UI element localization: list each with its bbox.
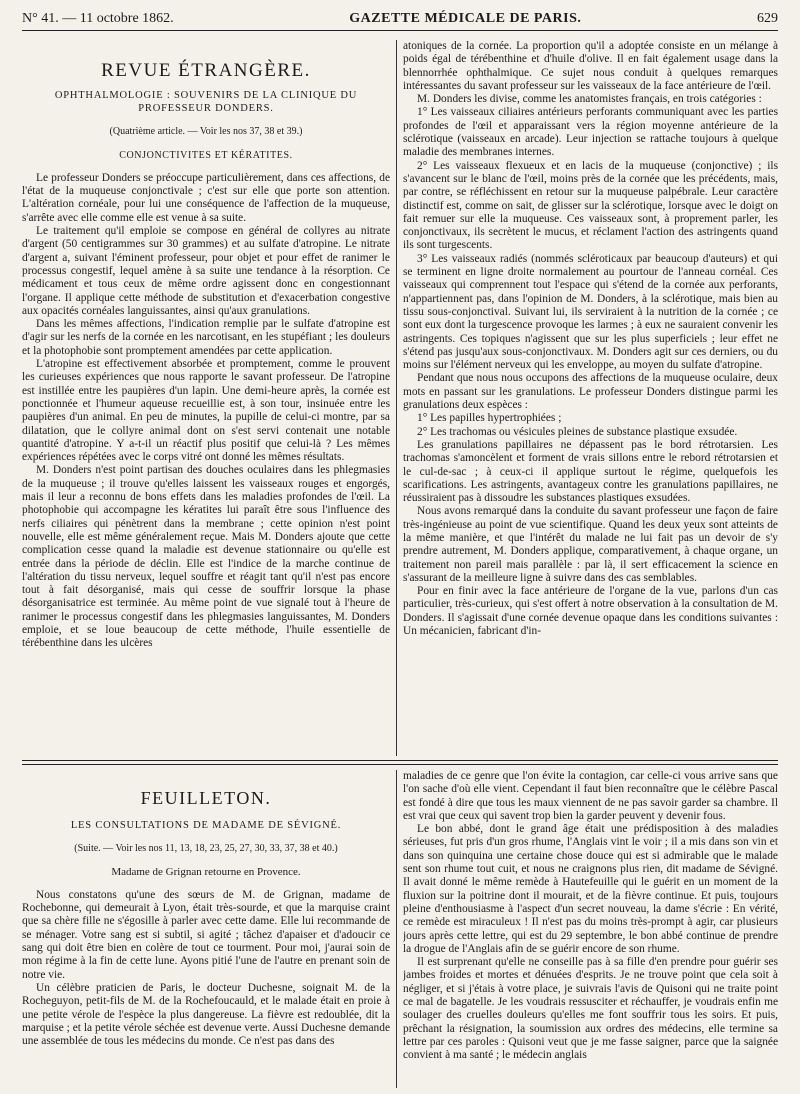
feuilleton-subtitle: LES CONSULTATIONS DE MADAME DE SÉVIGNÉ.	[70, 820, 342, 832]
paragraph: Dans les mêmes affections, l'indication remplie par le sulfate d'atropine est d'agir sur les nerfs de la cornée en les narcotisant, en les stupéfiant ; les douleurs et la photophobie sont promptement amendées par cette application.	[22, 318, 390, 357]
paragraph: Pour en finir avec la face antérieure de l'organe de la vue, parlons d'un cas particulier, très-curieux, qui s'est offert à notre observation à la consultation de M. Donders. Il s'agissait d'une cornée devenue opaque dans les conditions suivantes : Un mécanicien, fabricant d'in-	[403, 585, 778, 638]
feuilleton-title: FEUILLETON.	[140, 788, 272, 808]
revue-title: REVUE ÉTRANGÈRE.	[101, 60, 311, 81]
paragraph: Pendant que nous nous occupons des affections de la muqueuse oculaire, deux mots en passant sur les granulations. Le professeur Donders distingue parmi les granulations deux espèces :	[403, 372, 778, 412]
revue-subhead: CONJONCTIVITES ET KÉRATITES.	[119, 149, 293, 161]
column-divider	[396, 40, 397, 756]
journal-title: GAZETTE MÉDICALE DE PARIS.	[349, 11, 582, 26]
feuilleton-note: (Suite. — Voir les nos 11, 13, 18, 23, 25, 27, 30, 33, 37, 38 et 40.)	[74, 843, 338, 855]
paragraph: L'atropine est effectivement absorbée et promptement, comme le prouvent les curieuses expériences que nous rapporte le savant professeur. De l'atropine est instillée entre les paupières d'un lapin. Une demi-heure après, la cornée est ponctionnée et l'humeur aqueuse recueillie est, à son tour, insinuée entre les paupières d'un animal. En peu de minutes, la pupille de celui-ci montre, par sa dilatation, que le collyre animal dont on s'est servi contenait une notable quantité d'atropine. Y a-t-il un réactif plus positif que celui-là ? Les mêmes expériences répétées avec le corps vitré ont donné les mêmes résultats.	[22, 358, 390, 464]
feuilleton-subhead: Madame de Grignan retourne en Provence.	[111, 865, 301, 878]
revue-right-column	[403, 40, 778, 757]
feuilleton-rule-top	[22, 760, 778, 761]
running-header	[22, 8, 778, 31]
paragraph: 2° Les vaisseaux flexueux et en lacis de la muqueuse (conjonctive) ; ils s'avancent sur le blanc de l'œil, moins près de la cornée que les précédents, mais, par contre, se réfléchissent en retour sur la muqueuse palpébrale. Leur caractère distinctif est, comme on sait, de glisser sur la sclérotique, lorsque avec le doigt on fait remuer sur elle la muqueuse. Ces vaisseaux sont, à proprement parler, les conjonctivaux, ils secrètent le mucus, et réclament l'action des astringents quand ils sont turgescents.	[403, 159, 778, 252]
paragraph: M. Donders les divise, comme les anatomistes français, en trois catégories :	[417, 93, 762, 106]
column-divider	[396, 770, 397, 1088]
paragraph: Nous constatons qu'une des sœurs de M. de Grignan, madame de Rochebonne, qui demeurait à Lyon, était très-sourde, et que la marquise craint que sa chère fille ne s'égosille à parler avec cette dame. Elle lui recommande de se ménager. Votre sang est si subtil, si agité ; tâchez d'apaiser et d'adoucir ce sang qui doit être bien en colère de tout ce tourment. Pour moi, j'aurai soin de mon régime à la fin de cette lune. Ayons pitié l'une de l'autre en prenant soin de notre vie.	[22, 888, 390, 981]
paragraph: 1° Les vaisseaux ciliaires antérieurs perforants communiquant avec les parties profondes de l'œil et apparaissant vers la région moyenne antérieure de la sclérotique (vaisseaux en arcade). Leur injection se rattache toujours à quelque maladie des membranes internes.	[403, 106, 778, 159]
paragraph: Le traitement qu'il emploie se compose en général de collyres au nitrate d'argent (50 centigrammes sur 30 grammes) et au sulfate d'atropine. Le nitrate d'argent a, suivant l'éminent professeur, pour objet et pour effet de ranimer le processus congestif, lequel amène à sa suite une tendance à la résorption. Ce médicament et tous ceux de même ordre agissent donc en congestionnant l'organe. Il applique cette méthode de substitution et d'exacerbation congestive aux opacités cornéales languissantes, ainsi qu'aux granulations.	[22, 225, 390, 317]
paragraph: 3° Les vaisseaux radiés (nommés scléroticaux par beaucoup d'auteurs) et qui se terminent en ligne droite normalement au pourtour de l'anneau cornéal. Ces vaisseaux qui comprennent tout l'espace qui s'étend de la cornée aux perforants, n'appartiennent pas, dans l'opinion de M. Donders, à la sclérotique, mais bien au tissu sous-conjonctival. Suivant lui, ils serviraient à la nutrition de la cornée ; ce sont eux dont la turgescence provoque les larmes ; à eux ne sauraient convenir les astringents. Ces topiques n'agissent que sur les plus superficiels ; leur effet ne s'étend pas jusqu'aux sous-conjonctivaux. M. Donders agit sur ces derniers, ou du moins sur l'élément nerveux qui les enveloppe, au moyen du sulfate d'atropine.	[403, 252, 778, 372]
paragraph: Les granulations papillaires ne dépassent pas le bord rétrotarsien. Les trachomas s'amoncèlent et forment de vrais sillons entre le rebord rétrotarsien et le cul-de-sac ; à ceux-ci il applique surtout le régime, quelquefois les scarifications. Les astringents, avantageux contre les granulations papillaires, ne réussiraient pas à dissoudre les substances plastiques exsudées.	[403, 438, 778, 505]
revue-left-column	[22, 40, 390, 757]
revue-note: (Quatrième article. — Voir les nos 37, 38 et 39.)	[109, 126, 303, 138]
paragraph: Nous avons remarqué dans la conduite du savant professeur une façon de faire très-ingénieuse au point de vue scientifique. Quand les deux yeux sont atteints de la même manière, et que l'intérêt du malade ne lui fait pas un devoir de s'y prendre autrement, M. Donders applique, comparativement, à chaque organe, un traitement non pareil mais parallèle : par là, il sert efficacement la science en s'assurant de la meilleure ligne à suivre dans des cas semblables.	[403, 505, 778, 584]
paragraph: M. Donders n'est point partisan des douches oculaires dans les phlegmasies de la muqueuse ; il trouve qu'elles laissent les vaisseaux rouges et engorgés, mais il leur a reconnu de bons effets dans les maladies profondes de l'œil. La photophobie qui accompagne les kératites lui paraît être sous l'influence des nerfs ciliaires qui pénètrent dans la membrane ; cette opinion n'est point nouvelle, elle est même généralement reçue. Mais M. Donders ajoute que cette complication cesse quand la maladie est devenue stationnaire ou qu'elle est entrée dans la période de déclin. Elle est l'indice de la marche continue de l'altération du tissu nerveux, lequel souffre et réagit tant qu'il n'est pas encore tout à fait désorganisé, mais qui cesse de souffrir lorsque la phase désorganisatrice est terminée. Au même point de vue signalé tout à l'heure de ranimer le processus congestif dans les phlegmasies languissantes, M. Donders emploie, et se loue beaucoup de cette méthode, l'huile essentielle de térébenthine dans les ulcères	[22, 464, 390, 650]
paragraph: maladies de ce genre que l'on évite la contagion, car celle-ci vous arrive sans que l'on sache d'où elle vient. Cependant il faut bien reconnaître que le célèbre Pascal est fondé à dire que tous les maux viennent de ne pas savoir garder sa chambre. Il est vrai que ceux qui savent trop bien la garder peuvent y devenir fous.	[403, 770, 778, 822]
page-number: 629	[756, 11, 778, 26]
paragraph: 1° Les papilles hypertrophiées ;	[417, 412, 562, 425]
paragraph: Un célèbre praticien de Paris, le docteur Duchesne, soignait M. de la Rocheguyon, petit-fils de M. de la Rochefoucauld, et le malade était en proie à une petite vérole de l'espèce la plus dangereuse. La fièvre est redoublée, dit la marquise ; et la petite vérole séchée est devenue verte. Aussi Duchesne demande une assemblée de tous les médecins du monde. Ce n'est pas dans des	[22, 981, 390, 1048]
paragraph: 2° Les trachomas ou vésicules pleines de substance plastique exsudée.	[417, 425, 738, 438]
issue-date: N° 41. — 11 octobre 1862.	[22, 11, 174, 26]
paragraph: Il est surprenant qu'elle ne conseille pas à sa fille d'en prendre pour guérir ses jambes froides et mortes et dénuées d'esprits. Je ne trouve point que cela soit à négliger, et si j'étais à votre place, je suivrais l'avis de Quisoni qui ne traite point ce mal de bagatelle. Je les voudrais ressusciter et réchauffer, je voudrais enfin me soulager des cruelles douleurs qu'elles me font souffrir tous les soirs. Et puis, prêchant la résignation, la soumission aux ordres des médecins, elle termine sa lettre par ces paroles : Quisoni veut que je me fasse saigner, parce que la saignée convient à ma santé ; le médecin anglais	[403, 956, 778, 1062]
revue-subtitle: OPHTHALMOLOGIE : SOUVENIRS DE LA CLINIQUE DU PROFESSEUR DONDERS.	[54, 90, 358, 115]
feuilleton-left-column	[22, 770, 390, 1088]
feuilleton-right-column	[403, 770, 778, 1088]
paragraph: Le professeur Donders se préoccupe particulièrement, dans ces affections, de l'état de la muqueuse conjonctivale ; c'est sur elle que porte son attention. L'altération cornéale, pour lui une conséquence de l'affection de la muqueuse, s'arrête avec elle comme elle est venue à sa suite.	[22, 171, 390, 224]
paragraph: atoniques de la cornée. La proportion qu'il a adoptée consiste en un mélange à poids égal de térébenthine et d'huile d'olive. Il en fait également usage dans la blennorrhée ophthalmique. Ce sujet nous conduit à quelques remarques intéressantes du savant professeur sur les vaisseaux de la face antérieure de l'œil.	[403, 40, 778, 92]
paragraph: Le bon abbé, dont le grand âge était une prédisposition à des maladies sérieuses, fut pris d'un gros rhume, l'Anglais vint le voir ; il a mis dans son vin et dans son quinquina une certaine chose douce qui est si admirable que le malade sent son rhume tout cuit, et nous ne craignons plus rien, dit madame de Sévigné. Il avait donné le même remède à Hautefeuille qui le guérit en un moment de la fluxion sur la poitrine dont il mourait, et de la fièvre continue. Et puis, toujours pleine d'enthousiasme à l'aspect d'un secret nouveau, la dame s'écrie : En vérité, ce remède est miraculeux ! Il n'est pas du moins très-prompt à agir, car plusieurs jours après cette lettre, qui est du 29 septembre, le bon abbé continue de prendre la drogue de l'Anglais afin de se guérir encore de son rhume.	[403, 823, 778, 955]
feuilleton-rule-bottom	[22, 764, 778, 765]
